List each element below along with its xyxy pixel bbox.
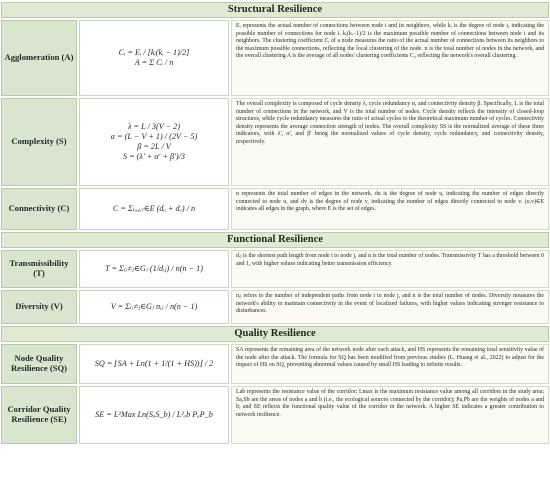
table-row-corridor-quality — [1, 386, 549, 444]
indicator-name: Transmissibility (T) — [1, 250, 77, 288]
indicator-description: dᵢⱼ is the shortest path length from node i to node j, and n is the total number of nodes. Transmissivity T has a threshold between 0 and 1, with higher values indicating better transmission efficiency. — [231, 250, 549, 288]
indicator-formula: T = Σ₍ᵢ≠ⱼ∈G₎ (1/dᵢⱼ) / n(n − 1) — [79, 250, 229, 288]
indicator-name: Connectivity (C) — [1, 188, 77, 230]
table-row-diversity — [1, 290, 549, 324]
resilience-table — [1, 2, 549, 496]
table-row-transmissibility — [1, 250, 549, 288]
table-row-node-quality — [1, 344, 549, 384]
indicator-name: Node Quality Resilience (SQ) — [1, 344, 77, 384]
indicator-description: The overall complexity is composed of cycle density λ, cycle redundancy α, and connectivity density β. Specifically, L is the total number of connections in the network, and V is the total number of nodes. Cycle density reflects the intensity of closed-loop structures, while cycle redundancy measures the ratio of actual cycles to the theoretical maximum number of cycles. Connectivity density represents the average connection strength of nodes. The overall complexity SS is the normalized average of these three indicators, with λ′, α′, and β′ being the normalized values of cycle density, cycle redundancy, and connectivity density, respectively. — [231, 98, 549, 186]
section-functional-title: Functional Resilience — [1, 232, 549, 248]
table-row-complexity — [1, 98, 549, 186]
indicator-name: Agglomeration (A) — [1, 20, 77, 96]
indicator-name: Diversity (V) — [1, 290, 77, 324]
indicator-description: n represents the total number of edges in the network. du is the degree of node u, indicating the number of edges directly connected to node u, and dv is the degree of node v, indicating the number of edges directly connected to node v. (u,v)∈E indicates all edges in the graph, where E is the set of edges. — [231, 188, 549, 230]
indicator-description: Eᵢ represents the actual number of connections between node i and its neighbors, while kᵢ is the degree of node i, indicating the possible number of connections for node i. kᵢ(kᵢ−1)/2 is the maximum possible number of connections between node i and its neighbors. The clustering coefficient Cᵢ of a node measures the ratio of the actual number of connections between its neighbors to the maximum possible connections, reflecting the local clustering of the node. n is the total number of nodes in the network, and the overall clustering A is the average of all nodes' clustering coefficients Cᵢ, reflecting the network's overall clustering. — [231, 20, 549, 96]
table-row-connectivity — [1, 188, 549, 230]
indicator-formula: C = Σ₍ᵤ,ᵥ₎∈E (dᵤ + dᵥ) / n — [79, 188, 229, 230]
indicator-formula: λ = L / 3(V − 2) α = (L − V + 1) / (2V − 5) β = 2L / V S = (λ′ + α′ + β′)/3 — [79, 98, 229, 186]
indicator-description: SA represents the remaining area of the network node after each attack, and HS represents the remaining total sensitivity value of the node after the attack. The formula for SQ has been modified from previous studies (L. Huang et al., 2022) to adjust for the impact of HS on SQ, preventing abnormal values caused by small HS leading to infinite results. — [231, 344, 549, 384]
section-structural-title: Structural Resilience — [1, 2, 549, 18]
indicator-formula: SQ = ⌊SA + Ln(1 + 1/(1 + HS))⌋ / 2 — [79, 344, 229, 384]
indicator-name: Complexity (S) — [1, 98, 77, 186]
indicator-description: nᵢⱼ refers to the number of independent paths from node i to node j, and n is the total number of nodes. Diversity measures the network's ability to maintain connectivity in the event of localized failures, with higher values indicating stronger resistance to disturbances. — [231, 290, 549, 324]
indicator-formula: Cᵢ = Eᵢ / [kᵢ(kᵢ − 1)/2] A = Σ Cᵢ / n — [79, 20, 229, 96]
table-row-agglomeration — [1, 20, 549, 96]
indicator-formula: SE = L²Max Ln(SₐS_b) / L²ₐb PₐP_b — [79, 386, 229, 444]
indicator-name: Corridor Quality Resilience (SE) — [1, 386, 77, 444]
section-quality-title: Quality Resilience — [1, 326, 549, 342]
indicator-description: Lab represents the resistance value of the corridor; Lmax is the maximum resistance value among all corridors in the study area; Sa,Sb are the areas of nodes a and b (i.e., the ecological sources connected by the corridor); Pa,Pb are the weights of nodes a and b; and SE reflects the functional quality value of the corridor in the network. A higher SE indicates a greater contribution to network resilience. — [231, 386, 549, 444]
indicator-formula: V = Σ₍ᵢ≠ⱼ∈G₎ nᵢⱼ / n(n − 1) — [79, 290, 229, 324]
